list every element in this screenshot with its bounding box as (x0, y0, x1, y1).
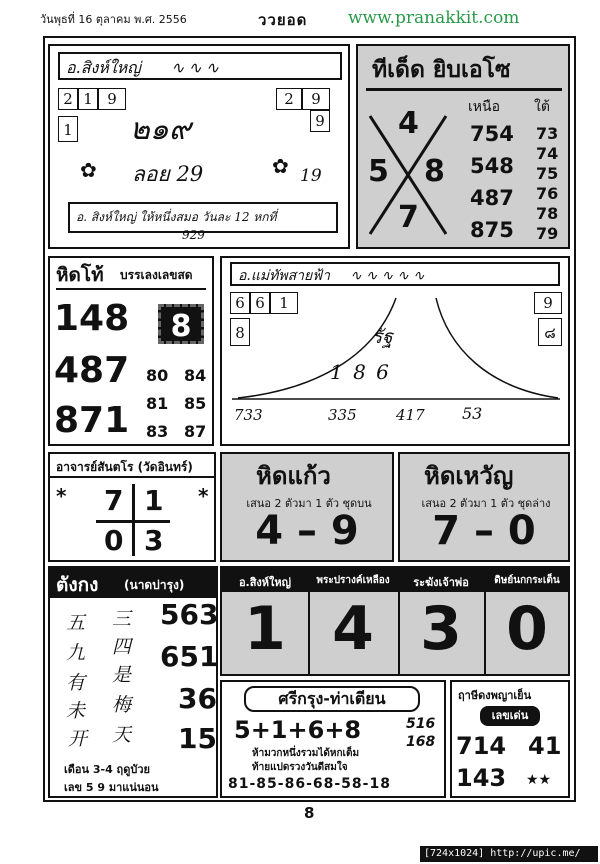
hidto-pair-2b: 85 (184, 394, 207, 413)
mountain-bottom-3: 417 (396, 406, 425, 424)
yayen-row2: 143 (456, 764, 507, 792)
tided-rule (366, 88, 562, 91)
tangkong-subtitle: (นาดบ่ารุง) (124, 578, 185, 592)
tangkong-number-2: 651 (160, 640, 219, 673)
hidkaew-note: เสนอ 2 ตัวมา 1 ตัว ชุดบน (246, 497, 372, 510)
achan-grid-3: 0 (104, 524, 124, 557)
hidkaew-title: หิดแก้ว (256, 462, 331, 490)
srikrung-series: 81-85-86-68-58-18 (228, 776, 391, 792)
srikrung-side-1: 516 (406, 716, 436, 732)
singh-corner-l3: 9 (98, 88, 126, 110)
hidto-pair-3b: 87 (184, 422, 207, 441)
tangkong-chinese-l5: 开 (68, 728, 88, 750)
tangkong-header (50, 568, 216, 598)
achan-box (48, 452, 216, 562)
hidkaew-value: 4 – 9 (255, 508, 359, 554)
singh-corner-r2: 9 (302, 88, 330, 110)
four-cols-header-1: อ.สิงห์ใหญ่ (238, 576, 292, 589)
tided-lower-3: 75 (536, 164, 559, 183)
achan-grid-1: 7 (104, 484, 124, 517)
srikrung-note-2: ท้ายแปดรวงวันดีสมใจ (252, 762, 348, 773)
tided-lower-4: 76 (536, 184, 559, 203)
achan-star-left: * (56, 484, 67, 508)
four-cols-digit-1: 1 (244, 594, 286, 664)
tided-lower-6: 79 (536, 224, 559, 243)
singh-banner: อ.สิงห์ใหญ่ ∿∿∿ (58, 52, 342, 80)
tangkong-chinese-r4: 梅 (112, 694, 132, 716)
achan-rule (50, 476, 214, 478)
four-cols-header-3: ระฆังเจ้าพ่อ (413, 576, 469, 589)
hidkwan-box (398, 452, 570, 562)
mountain-corner-l3: 1 (270, 292, 298, 314)
srikrung-title: ศรีกรุง-ท่าเตียน (244, 686, 420, 712)
hidto-number-2: 487 (54, 350, 130, 391)
hidto-pair-1b: 84 (184, 366, 207, 385)
yayen-row1a: 714 (456, 732, 507, 760)
singh-corner-r1: 2 (276, 88, 302, 110)
tangkong-chinese-l4: 未 (66, 700, 86, 722)
hidto-number-1: 148 (54, 298, 130, 339)
achan-grid-hline (96, 520, 170, 523)
singh-loy-right: 19 (300, 166, 322, 186)
four-cols-box (220, 566, 570, 676)
singh-corner-l1: 2 (58, 88, 78, 110)
tangkong-chinese-r1: 三 (112, 608, 132, 630)
tided-col-upper: เหนือ (468, 99, 500, 115)
watermark-link[interactable]: [724x1024] http://upic.me/ (420, 846, 598, 862)
mountain-corner-l1: 6 (230, 292, 250, 314)
mountain-bottom-1: 733 (234, 406, 263, 424)
star-icon: ★★ (526, 772, 552, 788)
mountain-center-number: 1 8 6 (330, 360, 391, 384)
tangkong-chinese-l2: 九 (66, 642, 86, 664)
hidkwan-value: 7 – 0 (432, 508, 536, 554)
yayen-row1b: 41 (528, 732, 562, 760)
hidto-subtitle: บรรเลงเลขสด (120, 268, 193, 282)
singh-right-side: 9 (310, 110, 330, 132)
tangkong-chinese-r5: 天 (112, 724, 132, 746)
tided-x-bottom: 7 (398, 200, 419, 235)
singh-banner-text: อ.สิงห์ใหญ่ (66, 58, 141, 77)
singh-left-side: 1 (58, 116, 78, 142)
tangkong-box (48, 566, 218, 798)
tided-lower-1: 73 (536, 124, 559, 143)
srikrung-side-2: 168 (406, 734, 436, 750)
tangkong-title: ตังกง (56, 574, 99, 596)
flower-icon-left: ✿ (80, 158, 97, 182)
tided-x-top: 4 (398, 106, 419, 141)
achan-grid-2: 1 (144, 484, 164, 517)
singh-loy-text: ลอย 29 (132, 162, 204, 186)
yayen-title: ฤาษีดงพญาเย็น (458, 689, 532, 702)
srikrung-box (220, 680, 446, 798)
tangkong-number-3: 36 (178, 682, 217, 715)
singh-footer-note: อ. สิงห์ใหญ่ ให้หนึ่งสมอ วันละ 12 หกที่ (68, 202, 338, 233)
four-cols-digit-2: 4 (332, 594, 374, 664)
tangkong-chinese-r3: 是 (112, 664, 132, 686)
four-cols-digit-3: 3 (420, 594, 462, 664)
yayen-box (450, 680, 570, 798)
tided-upper-4: 875 (470, 218, 514, 242)
tided-lower-2: 74 (536, 144, 559, 163)
hidto-badge: 8 (158, 304, 204, 344)
four-cols-header-2: พระปรางค์เหลือง (316, 575, 390, 586)
hidto-pair-1a: 80 (146, 366, 169, 385)
tided-col-lower: ใต้ (534, 99, 550, 115)
hidto-pair-2a: 81 (146, 394, 169, 413)
page-number: 8 (304, 804, 315, 822)
tangkong-footer-1: เดือน 3-4 ฤดูบัวย (64, 763, 150, 776)
tangkong-footer-2: เลข 5 9 มาแน่นอน (64, 781, 159, 794)
tangkong-number-1: 563 (160, 598, 219, 631)
mountain-banner: อ.แม่ทัพสายฟ้า ∿∿∿∿∿ (230, 262, 560, 286)
achan-grid-4: 3 (144, 524, 164, 557)
mountain-bottom-2: 335 (328, 406, 357, 424)
four-cols-digit-4: 0 (506, 594, 548, 664)
hidto-box (48, 256, 214, 446)
tided-lower-5: 78 (536, 204, 559, 223)
tided-upper-2: 548 (470, 154, 514, 178)
singh-main-number: ๒๑๙ (130, 112, 191, 147)
mountain-box (220, 256, 570, 446)
hidkwan-note: เสนอ 2 ตัวมา 1 ตัว ชุดล่าง (421, 497, 551, 510)
achan-star-right: * (198, 484, 209, 508)
mountain-label: รัฐ (372, 326, 393, 348)
tangkong-number-4: 15 (178, 722, 217, 755)
mountain-banner-text: อ.แม่ทัพสายฟ้า (238, 268, 330, 284)
hidto-rule (56, 288, 206, 290)
header-date: วันพุธที่ 16 ตุลาคม พ.ศ. 2556 (40, 13, 187, 26)
tangkong-chinese-r2: 四 (112, 636, 132, 658)
singh-footer-number: 929 (182, 228, 205, 242)
tangkong-chinese-l1: 五 (66, 612, 86, 634)
srikrung-note-1: ห้ามวกหนึ่งรวมได้หกเต็ม (252, 748, 360, 759)
header-website[interactable]: www.pranakkit.com (348, 8, 520, 28)
hidto-title: หิดโท้ (56, 264, 104, 286)
tided-x-right: 8 (424, 154, 445, 189)
hidkwan-title: หิดเหวัญ (424, 462, 514, 490)
tangkong-chinese-l3: 有 (66, 672, 86, 694)
singh-corner-l2: 1 (78, 88, 98, 110)
flower-icon-right: ✿ (272, 154, 289, 178)
four-cols-header-4: ดิษย์นกกระเต็น (494, 575, 560, 586)
mountain-corner-r1: 9 (534, 292, 562, 314)
header-logo: ววยอด (258, 11, 308, 29)
mountain-curve (228, 288, 564, 400)
tided-upper-1: 754 (470, 122, 514, 146)
singh-box (48, 44, 350, 249)
tided-title: ทีเด็ด ยิบเอโซ (372, 57, 511, 83)
achan-title: อาจารย์สันตโร (วัดอินทร์) (56, 460, 193, 474)
mountain-right-side: ๘ (538, 318, 562, 346)
hidto-pair-3a: 83 (146, 422, 169, 441)
tided-upper-3: 487 (470, 186, 514, 210)
tided-x-left: 5 (368, 154, 389, 189)
mountain-bottom-4: 53 (462, 404, 483, 423)
hidkaew-box (220, 452, 394, 562)
mountain-corner-l2: 6 (250, 292, 270, 314)
tided-box (356, 44, 570, 249)
hidto-number-3: 871 (54, 400, 130, 441)
yayen-badge: เลขเด่น (480, 706, 540, 726)
srikrung-formula: 5+1+6+8 (234, 716, 362, 744)
mountain-left-side: 8 (230, 318, 250, 346)
